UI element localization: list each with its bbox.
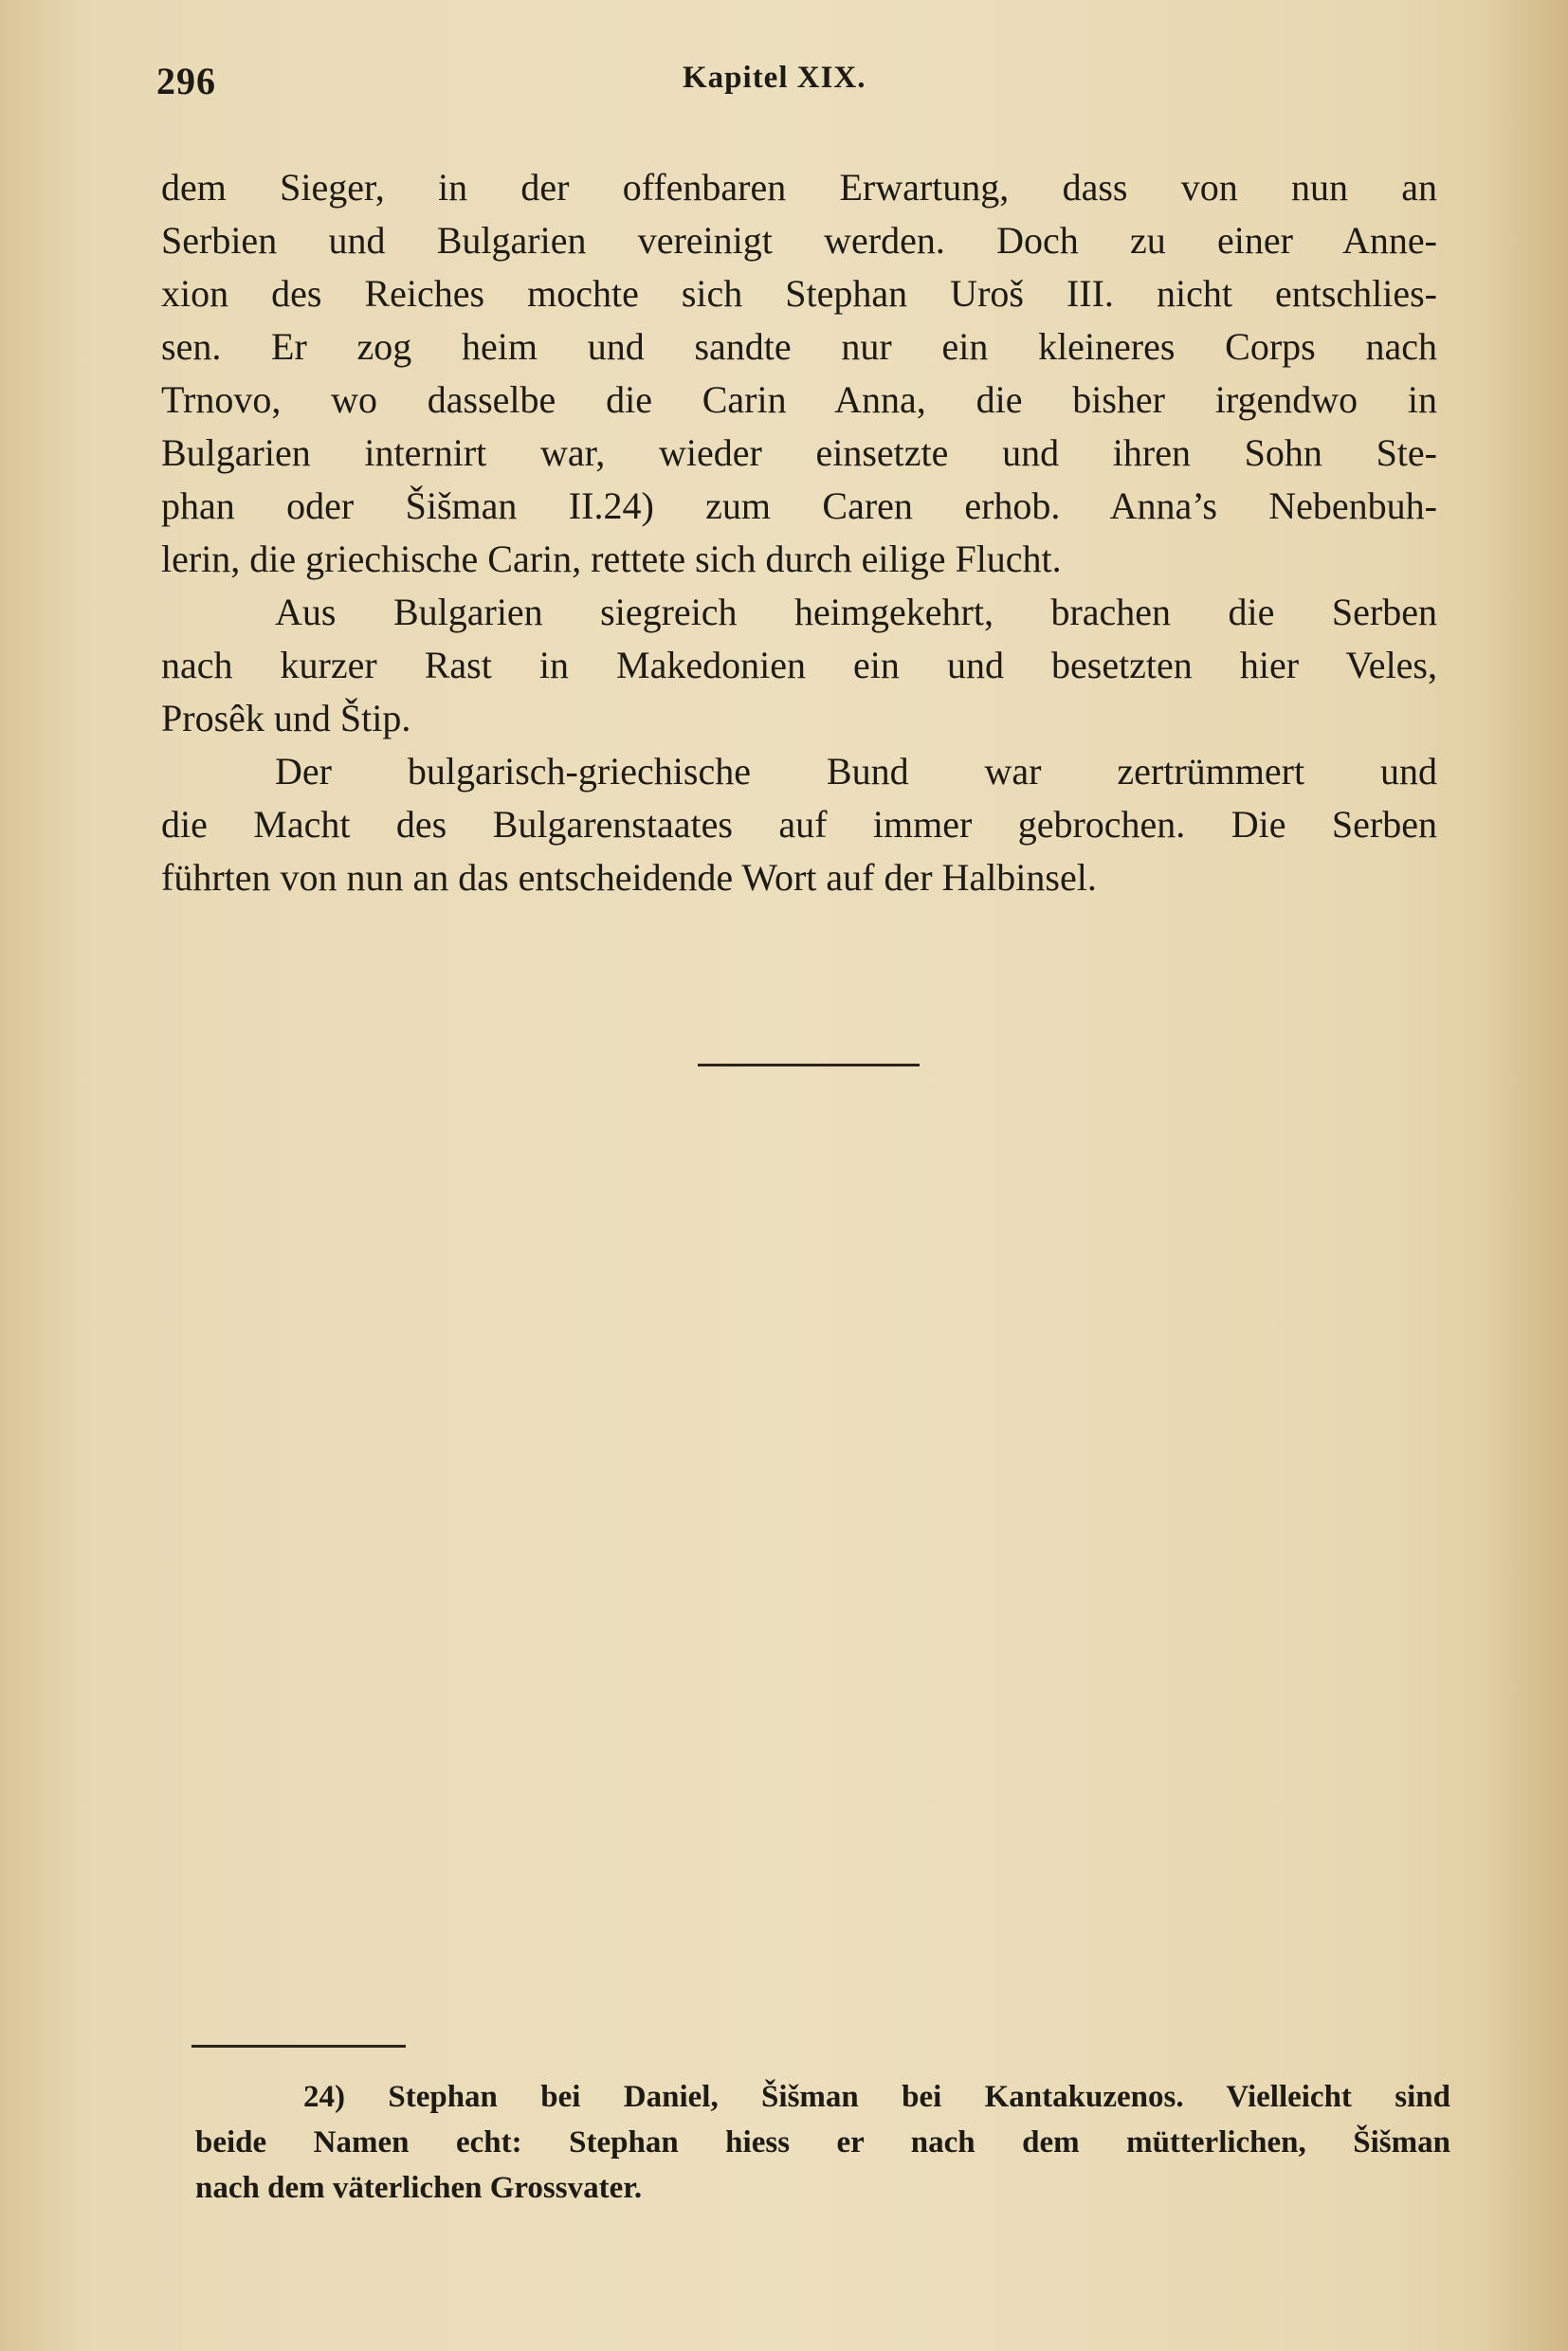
body-line-14: führten von nun an das entscheidende Wort auf der Halbinsel. <box>161 856 1097 899</box>
footnote-line-2: beide Namen echt: Stephan hiess er nach dem mütterlichen, Šišman <box>195 2125 1450 2160</box>
body-line-5: Trnovo, wo dasselbe die Carin Anna, die bisher irgendwo in <box>161 378 1437 421</box>
section-end-rule <box>698 1064 920 1066</box>
body-line-9: Aus Bulgarien siegreich heimgekehrt, brachen die Serben <box>275 591 1437 633</box>
body-line-7: phan oder Šišman II.24) zum Caren erhob. Anna’s Nebenbuh- <box>161 484 1437 527</box>
body-line-6: Bulgarien internirt war, wieder einsetzte und ihren Sohn Ste- <box>161 431 1437 474</box>
footnote-rule <box>191 2045 406 2048</box>
body-line-8: lerin, die griechische Carin, rettete sich durch eilige Flucht. <box>161 538 1062 580</box>
footnote-line-1: 24) Stephan bei Daniel, Šišman bei Kantakuzenos. Vielleicht sind <box>303 2080 1450 2114</box>
body-line-1: dem Sieger, in der offenbaren Erwartung, dass von nun an <box>161 166 1437 209</box>
body-line-4: sen. Er zog heim und sandte nur ein kleineres Corps nach <box>161 325 1437 368</box>
body-line-12: Der bulgarisch-griechische Bund war zertrümmert und <box>275 750 1437 793</box>
running-head: Kapitel XIX. <box>683 61 866 95</box>
body-line-11: Prosêk und Štip. <box>161 697 411 739</box>
page-edge-shading <box>1483 0 1568 2351</box>
body-line-2: Serbien und Bulgarien vereinigt werden. Doch zu einer Anne- <box>161 219 1437 262</box>
body-line-10: nach kurzer Rast in Makedonien ein und besetzten hier Veles, <box>161 644 1437 686</box>
body-line-13: die Macht des Bulgarenstaates auf immer gebrochen. Die Serben <box>161 803 1437 846</box>
page-number: 296 <box>156 60 216 102</box>
body-line-3: xion des Reiches mochte sich Stephan Uroš III. nicht entschlies- <box>161 272 1437 315</box>
footnote-line-3: nach dem väterlichen Grossvater. <box>195 2171 643 2205</box>
